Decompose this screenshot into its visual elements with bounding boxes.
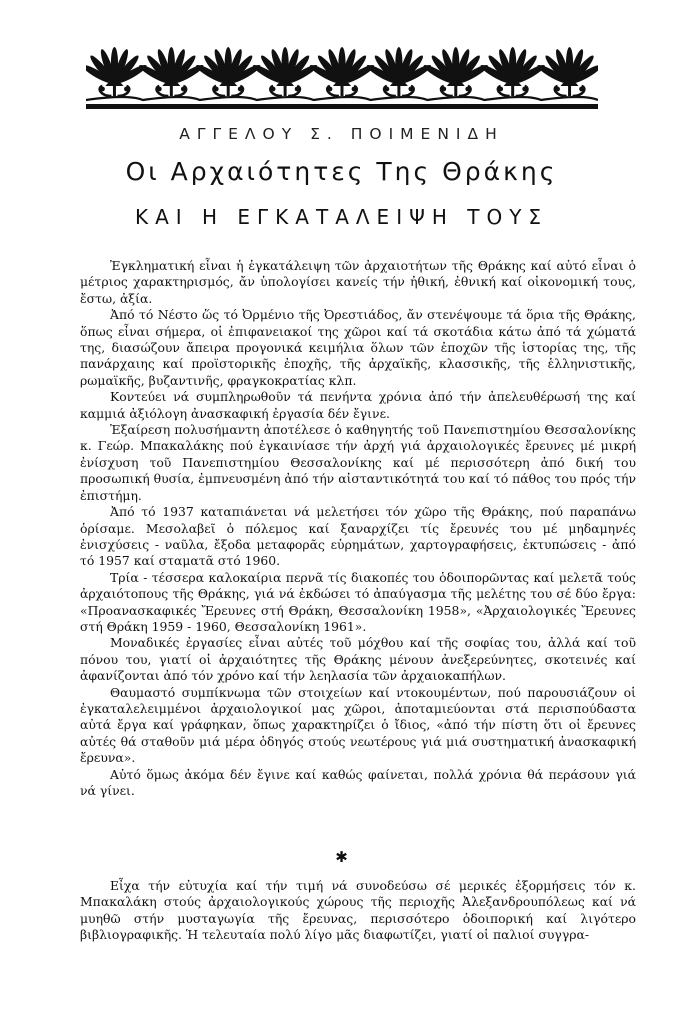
article-title: Οι Αρχαιότητες Της Θράκης xyxy=(125,157,558,186)
paragraph: Εἶχα τήν εὐτυχία καί τήν τιμή νά συνοδεύσω σέ μερικές ἐξορμήσεις τόν κ. Μπακαλάκη στούς ἀρχαιολογικούς χώρους τῆς περιοχῆς Ἀλεξανδρουπόλεως καί νά μυηθῶ στήν μυσταγωγία τῆς ἔρευνας, περισσότερο ὁδοιπορική καί λιγότερο βιβλιογραφικῆς. Ἡ τελευταία πολύ λίγο μᾶς διαφωτίζει, γιατί οἱ παλιοί συγγρα- xyxy=(80,878,636,943)
paragraph: Ἐξαίρεση πολυσήμαντη ἀποτέλεσε ὁ καθηγητής τοῦ Πανεπιστημίου Θεσσαλονίκης κ. Γεώρ. Μπακαλάκης πού ἐγκαινίασε τήν ἀρχή γιά ἀρχαιολογικές ἔρευνες μέ μικρή ἐνίσχυση τοῦ Πανεπιστημίου Θεσσαλονίκης καί μέ περισσότερη ἀπό δική του προσωπική θυσία, ἐμπνευσμένη ἀπό τήν αἰσταντικότητά του καί τό πάθος του πρός τήν ἐπιστήμη. xyxy=(80,422,636,503)
palmette-frieze-ornament xyxy=(86,40,598,112)
paragraph: Ἀπό τό 1937 καταπιάνεται νά μελετήσει τόν χῶρο τῆς Θράκης, πού παραπάνω ὁρίσαμε. Μεσολαβεῖ ὁ πόλεμος καί ξαναρχίζει τίς ἔρευνές του μέ μηδαμηνές ἐνισχύσεις - ναῦλα, ἔξοδα μεταφορᾶς εὑρημάτων, χαρτογραφήσεις, ἐκτυπώσεις - ἀπό τό 1957 καί σταματᾶ στό 1960. xyxy=(80,504,636,569)
paragraph: Αὐτό ὅμως ἀκόμα δέν ἔγινε καί καθώς φαίνεται, πολλά χρόνια θά περάσουν γιά νά γίνει. xyxy=(80,766,636,798)
author-name: ΑΓΓΕΛΟΥ Σ. ΠΟΙΜΕΝΙΔΗ xyxy=(179,125,504,143)
article-body xyxy=(80,258,636,799)
paragraph: Τρία - τέσσερα καλοκαίρια περνᾶ τίς διακοπές του ὁδοιπορῶντας καί μελετᾶ τούς ἀρχαιότοπους τῆς Θράκης, γιά νά ἐκδώσει τό ἀπαύγασμα τῆς μελέτης του σέ δύο ἔργα: «Προανασκαφικές Ἔρευνες στή Θράκη, Θεσσαλονίκη 1958», «Ἀρχαιολογικές Ἔρευνες στή Θράκη 1959 - 1960, Θεσσαλονίκη 1961». xyxy=(80,569,636,634)
paragraph: Ἀπό τό Νέστο ὥς τό Ὀρμένιο τῆς Ὀρεστιάδος, ἄν στενέψουμε τά ὅρια τῆς Θράκης, ὅπως εἶναι σήμερα, οἱ ἐπιφανειακοί της χῶροι καί τά σκοτάδια κάτω ἀπό τά χώματά της, διασώζουν ἄπειρα προγονικά κειμήλια ὅλων τῶν ἐποχῶν τῆς ἱστορίας της, τῆς πανάρχαιης καί προϊστορικῆς ἐποχῆς, τῆς ἀρχαϊκῆς, κλασσικῆς, τῆς ἑλληνιστικῆς, ρωμαϊκῆς, βυζαντινῆς, φραγκοκρατίας κλπ. xyxy=(80,307,636,388)
paragraph: Θαυμαστό συμπίκνωμα τῶν στοιχείων καί ντοκουμέντων, πού παρουσιάζουν οἱ ἐγκαταλελειμμένοι ἀρχαιολογικοί μας χῶροι, ἀποταμιεύονται στά περισπούδαστα αὐτά ἔργα καί γράφηκαν, ὅπως χαρακτηρίζει ὁ ἴδιος, «ἀπό τήν πίστη ὅτι οἱ ἔρευνες αὐτές θά σταθοῦν μιά μέρα ὁδηγός στούς νεωτέρους γιά μιά συστηματική ἀνασκαφική ἔρευνα». xyxy=(80,684,636,766)
article-body-continued xyxy=(80,878,636,944)
section-separator: ✱ xyxy=(335,848,348,866)
paragraph: Ἐγκληματική εἶναι ἡ ἐγκατάλειψη τῶν ἀρχαιοτήτων τῆς Θράκης καί αὐτό εἶναι ὁ μέτριος χαρακτηρισμός, ἄν ὑπολογίσει κανείς τήν ἠθική, ἐθνική καί οἰκονομική τους, ἔστω, ἀξία. xyxy=(80,258,636,306)
article-subtitle: ΚΑΙ Η ΕΓΚΑΤΑΛΕΙΨΗ ΤΟΥΣ xyxy=(134,205,549,229)
paragraph: Μοναδικές ἐργασίες εἶναι αὐτές τοῦ μόχθου καί τῆς σοφίας του, ἀλλά καί τοῦ πόνου του, γιατί οἱ ἀρχαιότητες τῆς Θράκης μένουν ἀνεξερεύνητες, σκοτεινές καί ἀφανίζονται ἀπό τόν χρόνο καί τήν λεηλασία τῶν ἀρχαιοκαπήλων. xyxy=(80,635,636,684)
paragraph: Κοντεύει νά συμπληρωθοῦν τά πενήντα χρόνια ἀπό τήν ἀπελευθέρωσή της καί καμμιά ἀξιόλογη ἀνασκαφική ἐργασία δέν ἔγινε. xyxy=(80,389,636,421)
